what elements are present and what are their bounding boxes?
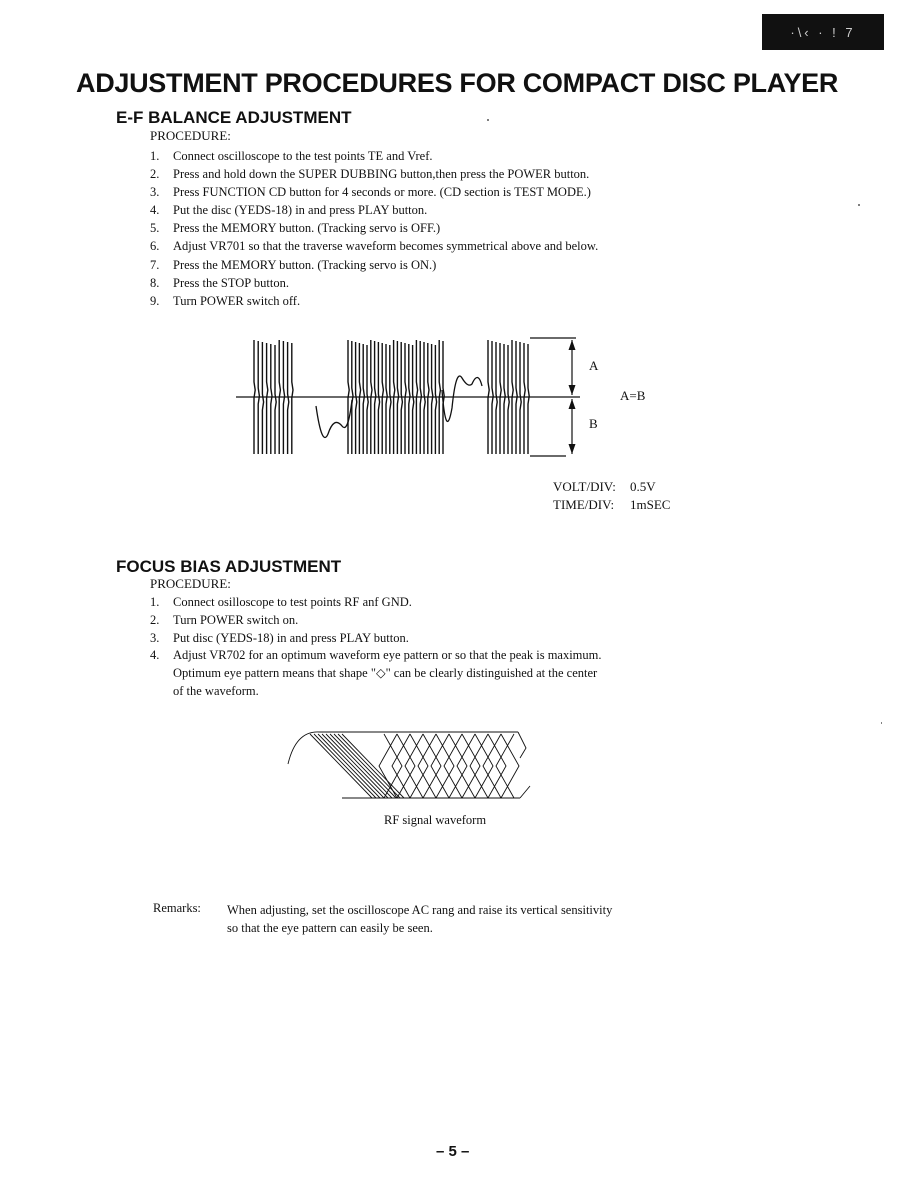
fb-step4-continuation: Optimum eye pattern means that shape "◇" can be clearly distinguished at the center of the waveform. [173, 666, 598, 698]
eye-pattern-trace [288, 732, 518, 764]
low-frequency-segment [316, 400, 352, 438]
eye-pattern-trace [310, 734, 372, 798]
fb-steps-list [150, 594, 602, 665]
eye-pattern-trace [397, 734, 415, 798]
fb-section-title: FOCUS BIAS ADJUSTMENT [116, 557, 342, 576]
waveform-stroke [424, 342, 425, 454]
ef-section-title: E-F BALANCE ADJUSTMENT [116, 108, 352, 127]
waveform-stroke [359, 343, 360, 454]
waveform-stroke [267, 343, 268, 454]
page-number: – 5 – [436, 1143, 470, 1160]
eye-pattern-trace [410, 734, 428, 798]
waveform-stroke [382, 343, 383, 454]
eye-pattern-trace [457, 734, 475, 798]
waveform-stroke [428, 343, 429, 454]
eye-pattern-trace [334, 734, 396, 798]
list-item: 5. Press the MEMORY button. (Tracking servo is OFF.) [150, 221, 441, 236]
label-a: A [589, 358, 599, 373]
eye-pattern-trace [338, 734, 400, 798]
waveform-stroke [363, 344, 364, 454]
waveform-stroke [435, 345, 436, 454]
list-item: 4. Adjust VR702 for an optimum waveform eye pattern or so that the peak is maximum. [150, 648, 602, 663]
eye-pattern-trace [318, 734, 380, 798]
waveform-stroke [271, 344, 272, 454]
eye-pattern-trace [405, 734, 423, 798]
eye-pattern-trace [501, 734, 519, 798]
list-item: 8. Press the STOP button. [150, 275, 289, 290]
waveform-stroke [524, 343, 525, 454]
eye-pattern-trace [322, 734, 384, 798]
rf-eye-pattern-lines [288, 732, 530, 798]
rf-waveform-caption: RF signal waveform [384, 813, 487, 827]
eye-pattern-trace [475, 734, 493, 798]
scan-speck [858, 204, 860, 206]
waveform-stroke [528, 344, 529, 454]
list-item: 6. Adjust VR701 so that the traverse waveform becomes symmetrical above and below. [150, 239, 599, 254]
traverse-waveform-diagram [230, 330, 590, 466]
waveform-stroke [356, 342, 357, 454]
a-arrow-down [569, 385, 576, 395]
b-arrow-up [569, 399, 576, 409]
eye-pattern-trace [488, 734, 506, 798]
eye-pattern-trace [496, 734, 514, 798]
waveform-stroke [262, 342, 263, 454]
list-item: 1. Connect oscilloscope to the test points TE and Vref. [150, 149, 433, 163]
eye-pattern-trace [342, 734, 404, 798]
page-title: ADJUSTMENT PROCEDURES FOR COMPACT DISC PLAYER [76, 68, 839, 98]
eye-pattern-trace [314, 734, 376, 798]
low-frequency-segment [442, 376, 482, 421]
eye-pattern-trace [520, 786, 530, 798]
waveform-stroke [496, 342, 497, 454]
waveform-stroke [520, 342, 521, 454]
scan-speck [881, 722, 882, 724]
list-item: 7. Press the MEMORY button. (Tracking servo is ON.) [150, 257, 437, 272]
waveform-stroke [409, 344, 410, 454]
a-arrow-up [569, 340, 576, 350]
eye-pattern-trace [470, 734, 488, 798]
list-item: 2. Turn POWER switch on. [150, 612, 299, 627]
waveform-stroke [390, 345, 391, 454]
eye-pattern-trace [418, 734, 436, 798]
waveform-stroke [432, 344, 433, 454]
remarks-label: Remarks: [153, 901, 201, 915]
waveform-stroke [504, 344, 505, 454]
eye-pattern-trace [462, 734, 480, 798]
eye-pattern-trace [483, 734, 501, 798]
list-item: 2. Press and hold down the SUPER DUBBING button,then press the POWER button. [150, 167, 590, 182]
eye-pattern-trace [431, 734, 449, 798]
eye-pattern-trace [330, 734, 392, 798]
list-item: 1. Connect osilloscope to test points RF anf GND. [150, 595, 412, 609]
eye-pattern-trace [449, 734, 467, 798]
waveform-stroke [386, 344, 387, 454]
remarks-text: When adjusting, set the oscilloscope AC rang and raise its vertical sensitivity so that the eye pattern can easily be seen. [227, 903, 613, 935]
eye-pattern-trace [444, 734, 462, 798]
scan-speck [487, 119, 489, 121]
label-a-equals-b: A=B [620, 388, 646, 403]
waveform-stroke [413, 345, 414, 454]
corner-tab: ·\‹ · ! 7 [762, 14, 884, 50]
waveform-stroke [292, 343, 293, 454]
list-item: 4. Put the disc (YEDS-18) in and press PLAY button. [150, 203, 428, 218]
b-arrow-down [569, 444, 576, 454]
list-item: 3. Put disc (YEDS-18) in and press PLAY button. [150, 630, 409, 645]
time-div-setting: TIME/DIV: 1mSEC [553, 497, 671, 512]
list-item: 9. Turn POWER switch off. [150, 293, 301, 308]
waveform-stroke [500, 343, 501, 454]
eye-pattern-trace [423, 734, 441, 798]
waveform-stroke [405, 343, 406, 454]
volt-div-setting: VOLT/DIV: 0.5V [553, 479, 656, 494]
waveform-stroke [367, 345, 368, 454]
fb-procedure-label: PROCEDURE: [150, 576, 231, 591]
eye-pattern-trace [518, 732, 526, 758]
waveform-stroke [288, 342, 289, 454]
ef-procedure-label: PROCEDURE: [150, 128, 231, 143]
label-b: B [589, 416, 598, 431]
list-item: 3. Press FUNCTION CD button for 4 seconds or more. (CD section is TEST MODE.) [150, 185, 591, 200]
eye-pattern-trace [436, 734, 454, 798]
waveform-stroke [508, 345, 509, 454]
waveform-stroke [378, 342, 379, 454]
ef-steps-list [150, 147, 598, 310]
rf-eye-pattern-diagram [280, 726, 540, 806]
waveform-stroke [275, 345, 276, 454]
waveform-stroke [401, 342, 402, 454]
